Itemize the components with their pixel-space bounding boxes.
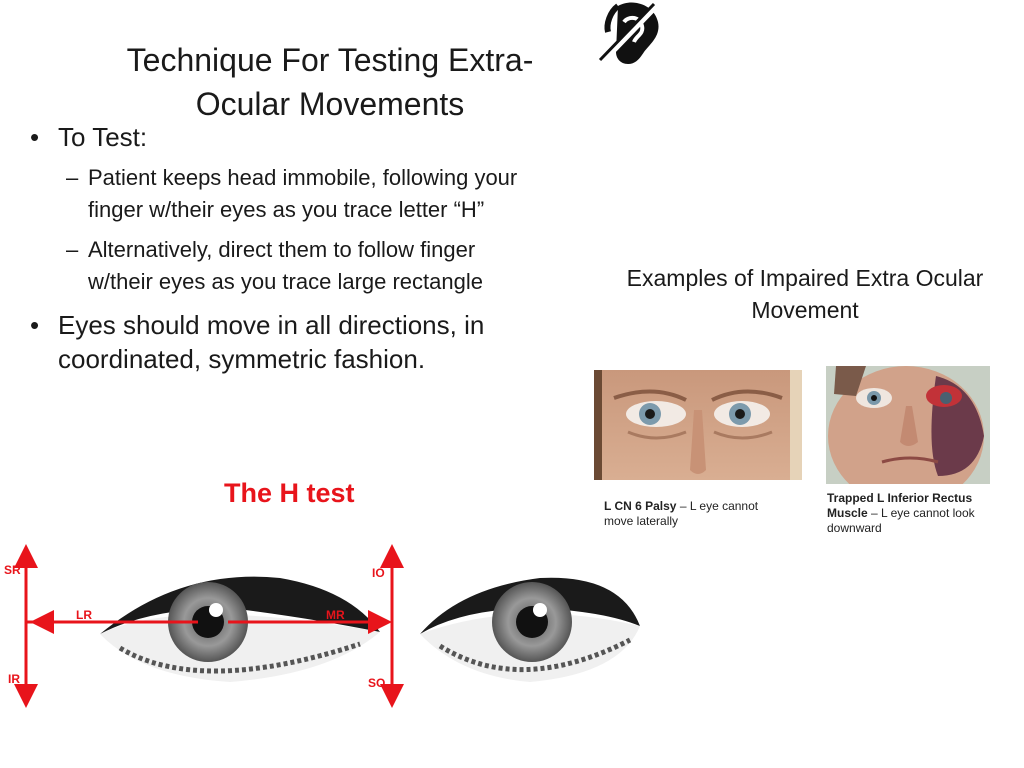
sub-dash: – — [66, 165, 79, 190]
sub-bullet-trace-rectangle — [66, 234, 608, 298]
label-io: IO — [372, 566, 385, 580]
slide-title-line1: Technique For Testing Extra- — [126, 42, 534, 78]
label-sr: SR — [4, 563, 21, 577]
sub-line: Alternatively, direct them to follow finger — [88, 237, 476, 262]
right-eye-illustration — [420, 578, 640, 682]
bullet-text: To Test: — [58, 122, 148, 152]
examples-title — [590, 262, 1020, 326]
bullet-dot: • — [30, 122, 40, 152]
inferior-rectus-photo — [826, 366, 990, 484]
h-test-diagram — [0, 536, 660, 716]
bullet-text: Eyes should move in all directions, in — [58, 310, 485, 340]
label-lr: LR — [76, 608, 92, 622]
caption-bold: L CN 6 Palsy — [604, 499, 677, 513]
caption-text: move laterally — [604, 514, 679, 528]
bullet-to-test — [30, 120, 148, 154]
h-test-title: The H test — [224, 478, 355, 508]
sub-line: Patient keeps head immobile, following your — [88, 165, 518, 190]
examples-title-line2: Movement — [751, 297, 859, 323]
label-mr: MR — [326, 608, 345, 622]
bullet-eyes-move — [30, 308, 578, 376]
caption-bold: Trapped L Inferior Rectus — [827, 491, 973, 505]
sub-line: w/their eyes as you trace large rectangle — [88, 269, 483, 294]
sub-bullet-trace-h — [66, 162, 608, 226]
hearing-impaired-icon — [598, 0, 662, 66]
label-so: SO — [368, 676, 386, 690]
caption-bold: Muscle — [827, 506, 868, 520]
examples-title-line1: Examples of Impaired Extra Ocular — [626, 265, 984, 291]
cn6-palsy-photo — [594, 370, 802, 480]
sub-dash: – — [66, 237, 79, 262]
caption-text: – L eye cannot — [676, 499, 759, 513]
slide-title — [60, 38, 600, 126]
slide-title-line2: Ocular Movements — [195, 86, 465, 122]
left-eye-illustration — [100, 577, 380, 682]
sub-line: finger w/their eyes as you trace letter “H” — [88, 197, 485, 222]
label-ir: IR — [8, 672, 20, 686]
caption-text: downward — [827, 521, 882, 535]
caption-text: – L eye cannot look — [867, 506, 975, 520]
bullet-text: coordinated, symmetric fashion. — [58, 344, 426, 374]
bullet-dot: • — [30, 310, 40, 340]
inferior-rectus-caption — [827, 491, 1017, 536]
cn6-palsy-caption — [604, 499, 804, 529]
